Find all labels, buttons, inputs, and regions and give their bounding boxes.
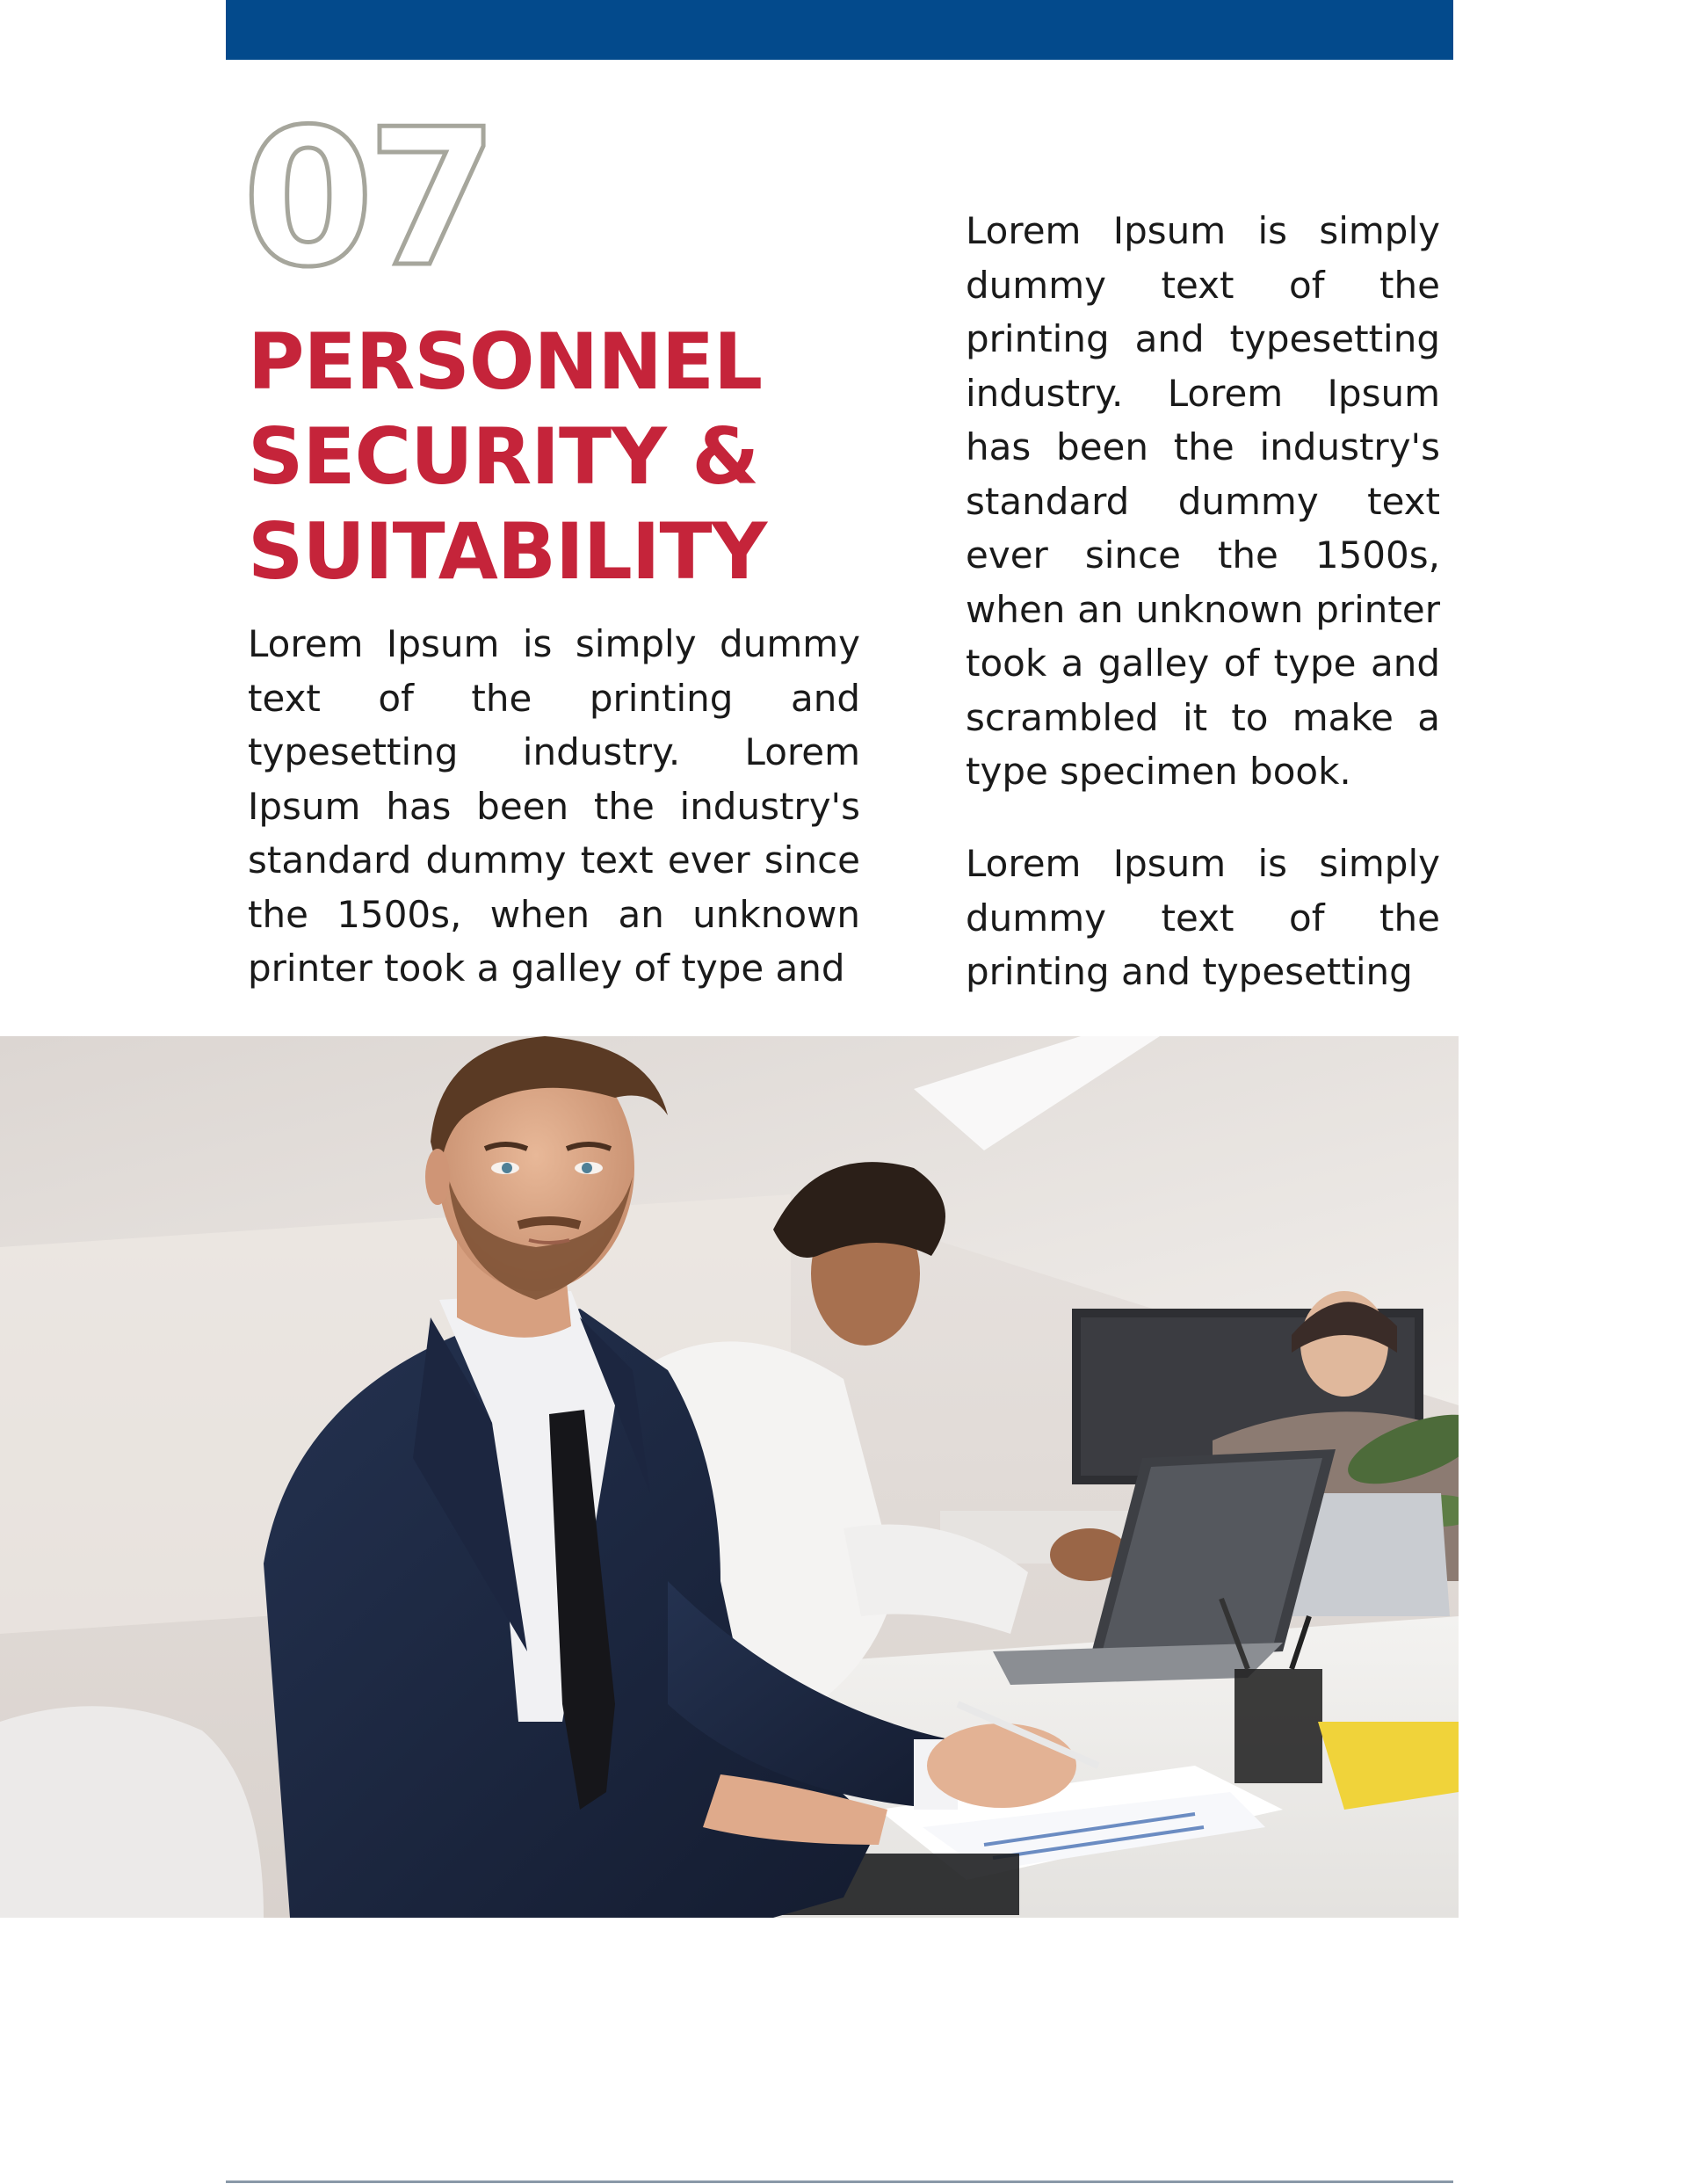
left-column-paragraph: Lorem Ipsum is simply dummy text of the printing and typesetting industry. Lorem Ipsum has been the industry's standard dummy text ever since the 1500s, when an unknown printer took a galley of type and (248, 622, 860, 990)
section-title: PERSONNEL SECURITY & SUITABILITY (248, 316, 767, 597)
office-team-photo (0, 1036, 1459, 1918)
footer-divider (226, 2180, 1453, 2183)
header-bar (226, 0, 1453, 60)
section-number: 07 (243, 88, 492, 308)
right-column-paragraph-1: Lorem Ipsum is simply dummy text of the printing and typesetting industry. Lorem Ipsum has been the industry's standard dummy text ever since the 1500s, when an unknown printer took a galley of type and scrambled it to make a type specimen book. (966, 209, 1440, 793)
right-column-paragraph-2: Lorem Ipsum is simply dummy text of the printing and typesetting (966, 842, 1440, 993)
